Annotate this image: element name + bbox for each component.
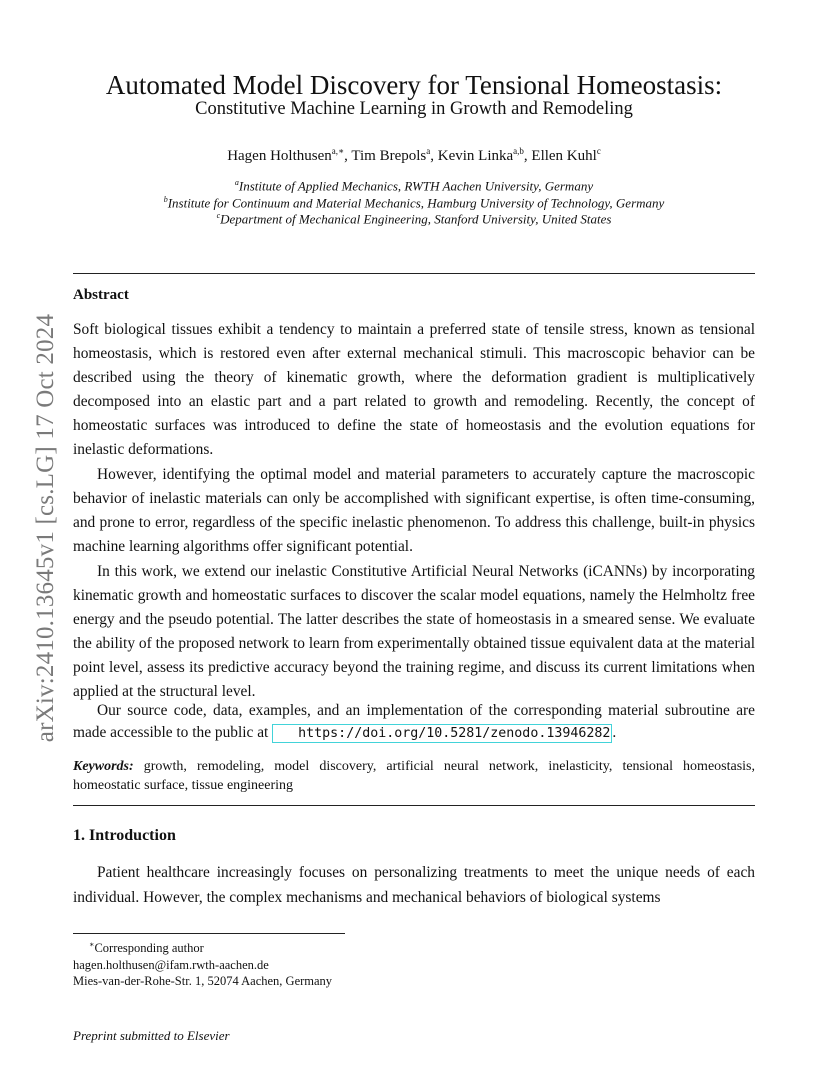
bottom-rule xyxy=(73,805,755,806)
affiliation-c: $^c$Department of Mechanical Engineering, Stanford University, United States xyxy=(216,211,612,227)
footnote-email: hagen.holthusen@ifam.rwth-aachen.de xyxy=(73,957,269,972)
affiliation-b: $^b$Institute for Continuum and Material Mechanics, Hamburg University of Technology, Germany xyxy=(163,195,665,211)
author: Kevin Linka$^{a,b}$, xyxy=(437,146,532,164)
keywords-label: Keywords: xyxy=(73,759,134,774)
preprint-footer: Preprint submitted to Elsevier xyxy=(73,1028,230,1043)
paper-subtitle: Constitutive Machine Learning in Growth and Remodeling xyxy=(195,99,633,119)
zenodo-link[interactable]: https://doi.org/10.5281/zenodo.13946282 xyxy=(272,724,612,743)
abstract-paragraph-3: In this work, we extend our inelastic Constitutive Artificial Neural Networks (iCANNs) by incorporating kinematic growth and homeostatic surfaces to discover the scalar model equations, namely the Helmholtz free energy and the pseudo potential. The latter describes the state of homeostasis in a smeared sense. We evaluate the ability of the proposed network to learn from experimentally obtained tissue equivalent data at the material point level, assess its predictive accuracy beyond the training regime, and discuss its current limitations when applied at the structural level. xyxy=(73,563,755,700)
author: Ellen Kuhl$^c$ xyxy=(531,146,601,164)
abstract-heading: Abstract xyxy=(73,287,129,303)
footnote-corresponding: ∗Corresponding author xyxy=(89,940,204,956)
abstract-paragraph-2: However, identifying the optimal model and material parameters to accurately capture the macroscopic behavior of inelastic materials can only be accomplished with significant expertise, is often time-consuming, and prone to error, regardless of the specific inelastic phenomenon. To address this challenge, built-in physics machine learning algorithms offer significant potential. xyxy=(73,466,755,555)
affiliation-a: $^a$Institute of Applied Mechanics, RWTH Aachen University, Germany xyxy=(234,178,594,194)
introduction-paragraph: Patient healthcare increasingly focuses on personalizing treatments to meet the unique needs of each individual. However, the complex mechanisms and mechanical behaviors of biological systems xyxy=(73,864,755,906)
arxiv-stamp: arXiv:2410.13645v1 [cs.LG] 17 Oct 2024 xyxy=(32,313,59,743)
keywords-text: growth, remodeling, model discovery, artificial neural network, inelasticity, tensional homeostasis, homeostatic surface, tissue engineering xyxy=(73,759,755,793)
keywords xyxy=(73,757,755,795)
paper-title: Automated Model Discovery for Tensional Homeostasis: xyxy=(105,70,723,100)
author: Hagen Holthusen$^{a,∗}$, xyxy=(227,146,352,164)
section-heading-introduction: 1. Introduction xyxy=(73,827,176,844)
top-rule xyxy=(73,273,755,274)
author-list xyxy=(0,146,828,165)
footnote xyxy=(73,937,332,990)
abstract-paragraph-4: Our source code, data, examples, and an implementation of the corresponding material subroutine are made accessible to the public at https://doi.org/10.5281/zenodo.13946282 . xyxy=(73,702,755,741)
author: Tim Brepols$^a$, xyxy=(351,146,438,164)
footnote-rule xyxy=(73,933,345,934)
footnote-address: Mies-van-der-Rohe-Str. 1, 52074 Aachen, Germany xyxy=(73,974,333,989)
abstract-paragraph-1: Soft biological tissues exhibit a tendency to maintain a preferred state of tensile stress, known as tensional homeostasis, which is restored even after external mechanical stimuli. This macroscopic behavior can be described using the theory of kinematic growth, where the deformation gradient is multiplicatively decomposed into an elastic part and a part related to growth and remodeling. Recently, the concept of homeostatic surfaces was introduced to define the state of homeostasis and the evolution equations for inelastic deformations. xyxy=(73,321,755,458)
